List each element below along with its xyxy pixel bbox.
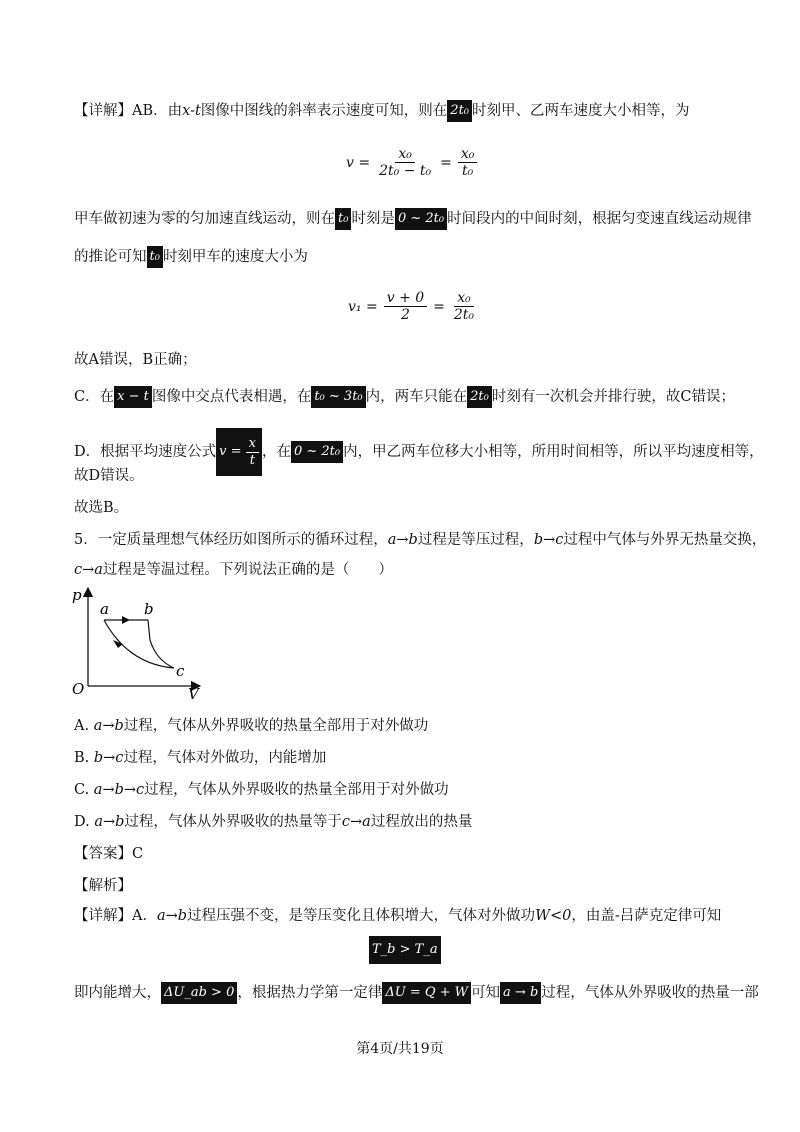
numerator: x — [246, 436, 259, 453]
text: B. — [74, 750, 90, 766]
point-c-label: c — [176, 662, 185, 680]
question-5-line2 — [74, 560, 393, 580]
formula-image-0-2t0: 0 ~ 2t₀ — [291, 441, 343, 463]
text: 过程，气体从外界吸收的热量一部 — [541, 985, 759, 1001]
fraction — [246, 436, 259, 469]
formula-lhs: v = — [219, 444, 242, 459]
text: 内，两车只能在 — [365, 389, 468, 405]
pv-diagram — [66, 582, 216, 702]
numerator: x₀ — [454, 290, 474, 307]
answer: 【答案】C — [74, 846, 144, 862]
text: A. — [74, 718, 90, 734]
var: W<0 — [535, 908, 572, 924]
arrow-ca — [113, 640, 123, 648]
formula-image-first-law: ΔU = Q + W — [382, 982, 471, 1004]
text: 过程，气体从外界吸收的热量全部用于对外做功 — [123, 718, 429, 734]
formula-velocity — [346, 146, 477, 179]
detail-ab-conclusion: 故A错误，B正确； — [74, 352, 197, 368]
point-b-label: b — [144, 600, 154, 618]
fraction-2 — [458, 146, 478, 179]
fraction-1 — [384, 290, 427, 323]
process-bc — [148, 620, 174, 668]
text: D. — [74, 814, 90, 830]
text: 即内能增大， — [74, 985, 161, 1001]
formula-image-x-t: x − t — [114, 386, 152, 408]
analysis-heading: 【解析】 — [74, 878, 132, 894]
text: 过程，气体从外界吸收的热量等于 — [124, 814, 342, 830]
text: 过程压强不变，是等压变化且体积增大，气体对外做功 — [187, 908, 536, 924]
formula-image-0-2t0: 0 ~ 2t₀ — [395, 208, 447, 230]
var: a→b — [156, 908, 188, 924]
formula-tb-ta — [369, 936, 441, 964]
text: 过程，气体对外做功，内能增加 — [123, 750, 327, 766]
formula-velocity-v1 — [348, 290, 477, 323]
detail-c-line — [74, 386, 735, 408]
page-footer: 第4页/共19页 — [356, 1041, 444, 1057]
text: 【详解】AB．由 — [74, 103, 183, 119]
text: 内，甲乙两车位移大小相等，所用时间相等，所以平均速度相等， — [343, 444, 764, 460]
formula-image-2t0: 2t₀ — [447, 100, 472, 122]
formula-image-t0-3t0: t₀ ~ 3t₀ — [311, 386, 365, 408]
option-c — [74, 780, 449, 800]
option-d — [74, 812, 472, 832]
arrow-ab — [122, 616, 130, 624]
text: 过程中气体与外界无热量交换， — [563, 532, 767, 548]
text: 时刻甲、乙两车速度大小相等，为 — [472, 103, 690, 119]
text: 过程，气体从外界吸收的热量全部用于对外做功 — [144, 782, 449, 798]
text: 图像中交点代表相遇，在 — [151, 389, 312, 405]
denominator: 2t₀ — [453, 307, 475, 323]
detail-d-line — [74, 428, 764, 476]
text: 甲车做初速为零的匀加速直线运动，则在 — [74, 211, 335, 227]
text: 时刻是 — [351, 211, 395, 227]
numerator: x₀ — [395, 146, 415, 163]
var-xt: x-t — [182, 103, 201, 119]
text: D．根据平均速度公式 — [74, 444, 217, 460]
text: 的推论可知 — [74, 249, 147, 265]
text: 时刻甲车的速度大小为 — [162, 249, 308, 265]
text: 5．一定质量理想气体经历如图所示的循环过程， — [74, 532, 388, 548]
formula-image-v-x-t — [216, 428, 262, 476]
detail-ab-line1 — [74, 100, 690, 122]
text: ，在 — [261, 444, 291, 460]
text: 图像中图线的斜率表示速度可知，则在 — [200, 103, 448, 119]
text: 时间段内的中间时刻，根据匀变速直线运动规律 — [447, 211, 752, 227]
numerator: x₀ — [458, 146, 478, 163]
text: ，根据热力学第一定律 — [237, 985, 383, 1001]
formula-lhs: v₁ = — [348, 298, 378, 315]
denominator: t — [249, 452, 255, 468]
detail-5a-line2 — [74, 982, 759, 1004]
text: ，由盖-吕萨克定律可知 — [571, 908, 722, 924]
var: c→a — [74, 562, 103, 578]
text: C. — [74, 782, 90, 798]
axis-v-label: V — [188, 685, 199, 702]
denominator: t₀ — [461, 163, 474, 179]
numerator: v + 0 — [384, 290, 427, 307]
text: 过程是等压过程， — [417, 532, 534, 548]
formula-image-tb-gt-ta: T_b > T_a — [369, 936, 441, 964]
origin-label: O — [72, 680, 85, 698]
var: a→b — [93, 718, 124, 734]
formula-image-a-b: a → b — [500, 982, 541, 1004]
var: b→c — [533, 532, 564, 548]
detail-d-conclusion: 故D错误。 — [74, 468, 144, 484]
var: b→c — [93, 750, 124, 766]
text: 【详解】A． — [74, 908, 157, 924]
text: 过程是等温过程。下列说法正确的是（ ） — [102, 562, 393, 578]
fraction-2 — [451, 290, 477, 323]
detail-ab-line2 — [74, 208, 752, 230]
var: a→b — [94, 814, 125, 830]
text: 时刻有一次机会并排行驶，故C错误； — [491, 389, 735, 405]
text: 过程放出的热量 — [370, 814, 473, 830]
text: C．在 — [74, 389, 115, 405]
equals: = — [440, 154, 452, 171]
detail-5a-line1 — [74, 906, 721, 926]
equals: = — [433, 298, 445, 315]
denominator: 2 — [400, 307, 410, 323]
option-a — [74, 716, 428, 736]
formula-image-t0: t₀ — [147, 246, 163, 268]
var: a→b→c — [93, 782, 145, 798]
formula-image-delta-u: ΔU_ab > 0 — [161, 982, 237, 1004]
detail-ab-line3 — [74, 246, 308, 268]
var: c→a — [341, 814, 371, 830]
formula-lhs: v = — [346, 154, 371, 171]
var: a→b — [387, 532, 418, 548]
option-b — [74, 748, 326, 768]
point-a-label: a — [100, 600, 109, 618]
formula-image-2t0: 2t₀ — [467, 386, 492, 408]
question-5-line1 — [74, 530, 766, 550]
denominator: 2t₀ − t₀ — [379, 163, 432, 179]
choice-b: 故选B。 — [74, 500, 129, 516]
axis-p-label: p — [72, 586, 82, 604]
formula-image-t0: t₀ — [335, 208, 351, 230]
fraction-1 — [376, 146, 434, 179]
text: 可知 — [471, 985, 501, 1001]
